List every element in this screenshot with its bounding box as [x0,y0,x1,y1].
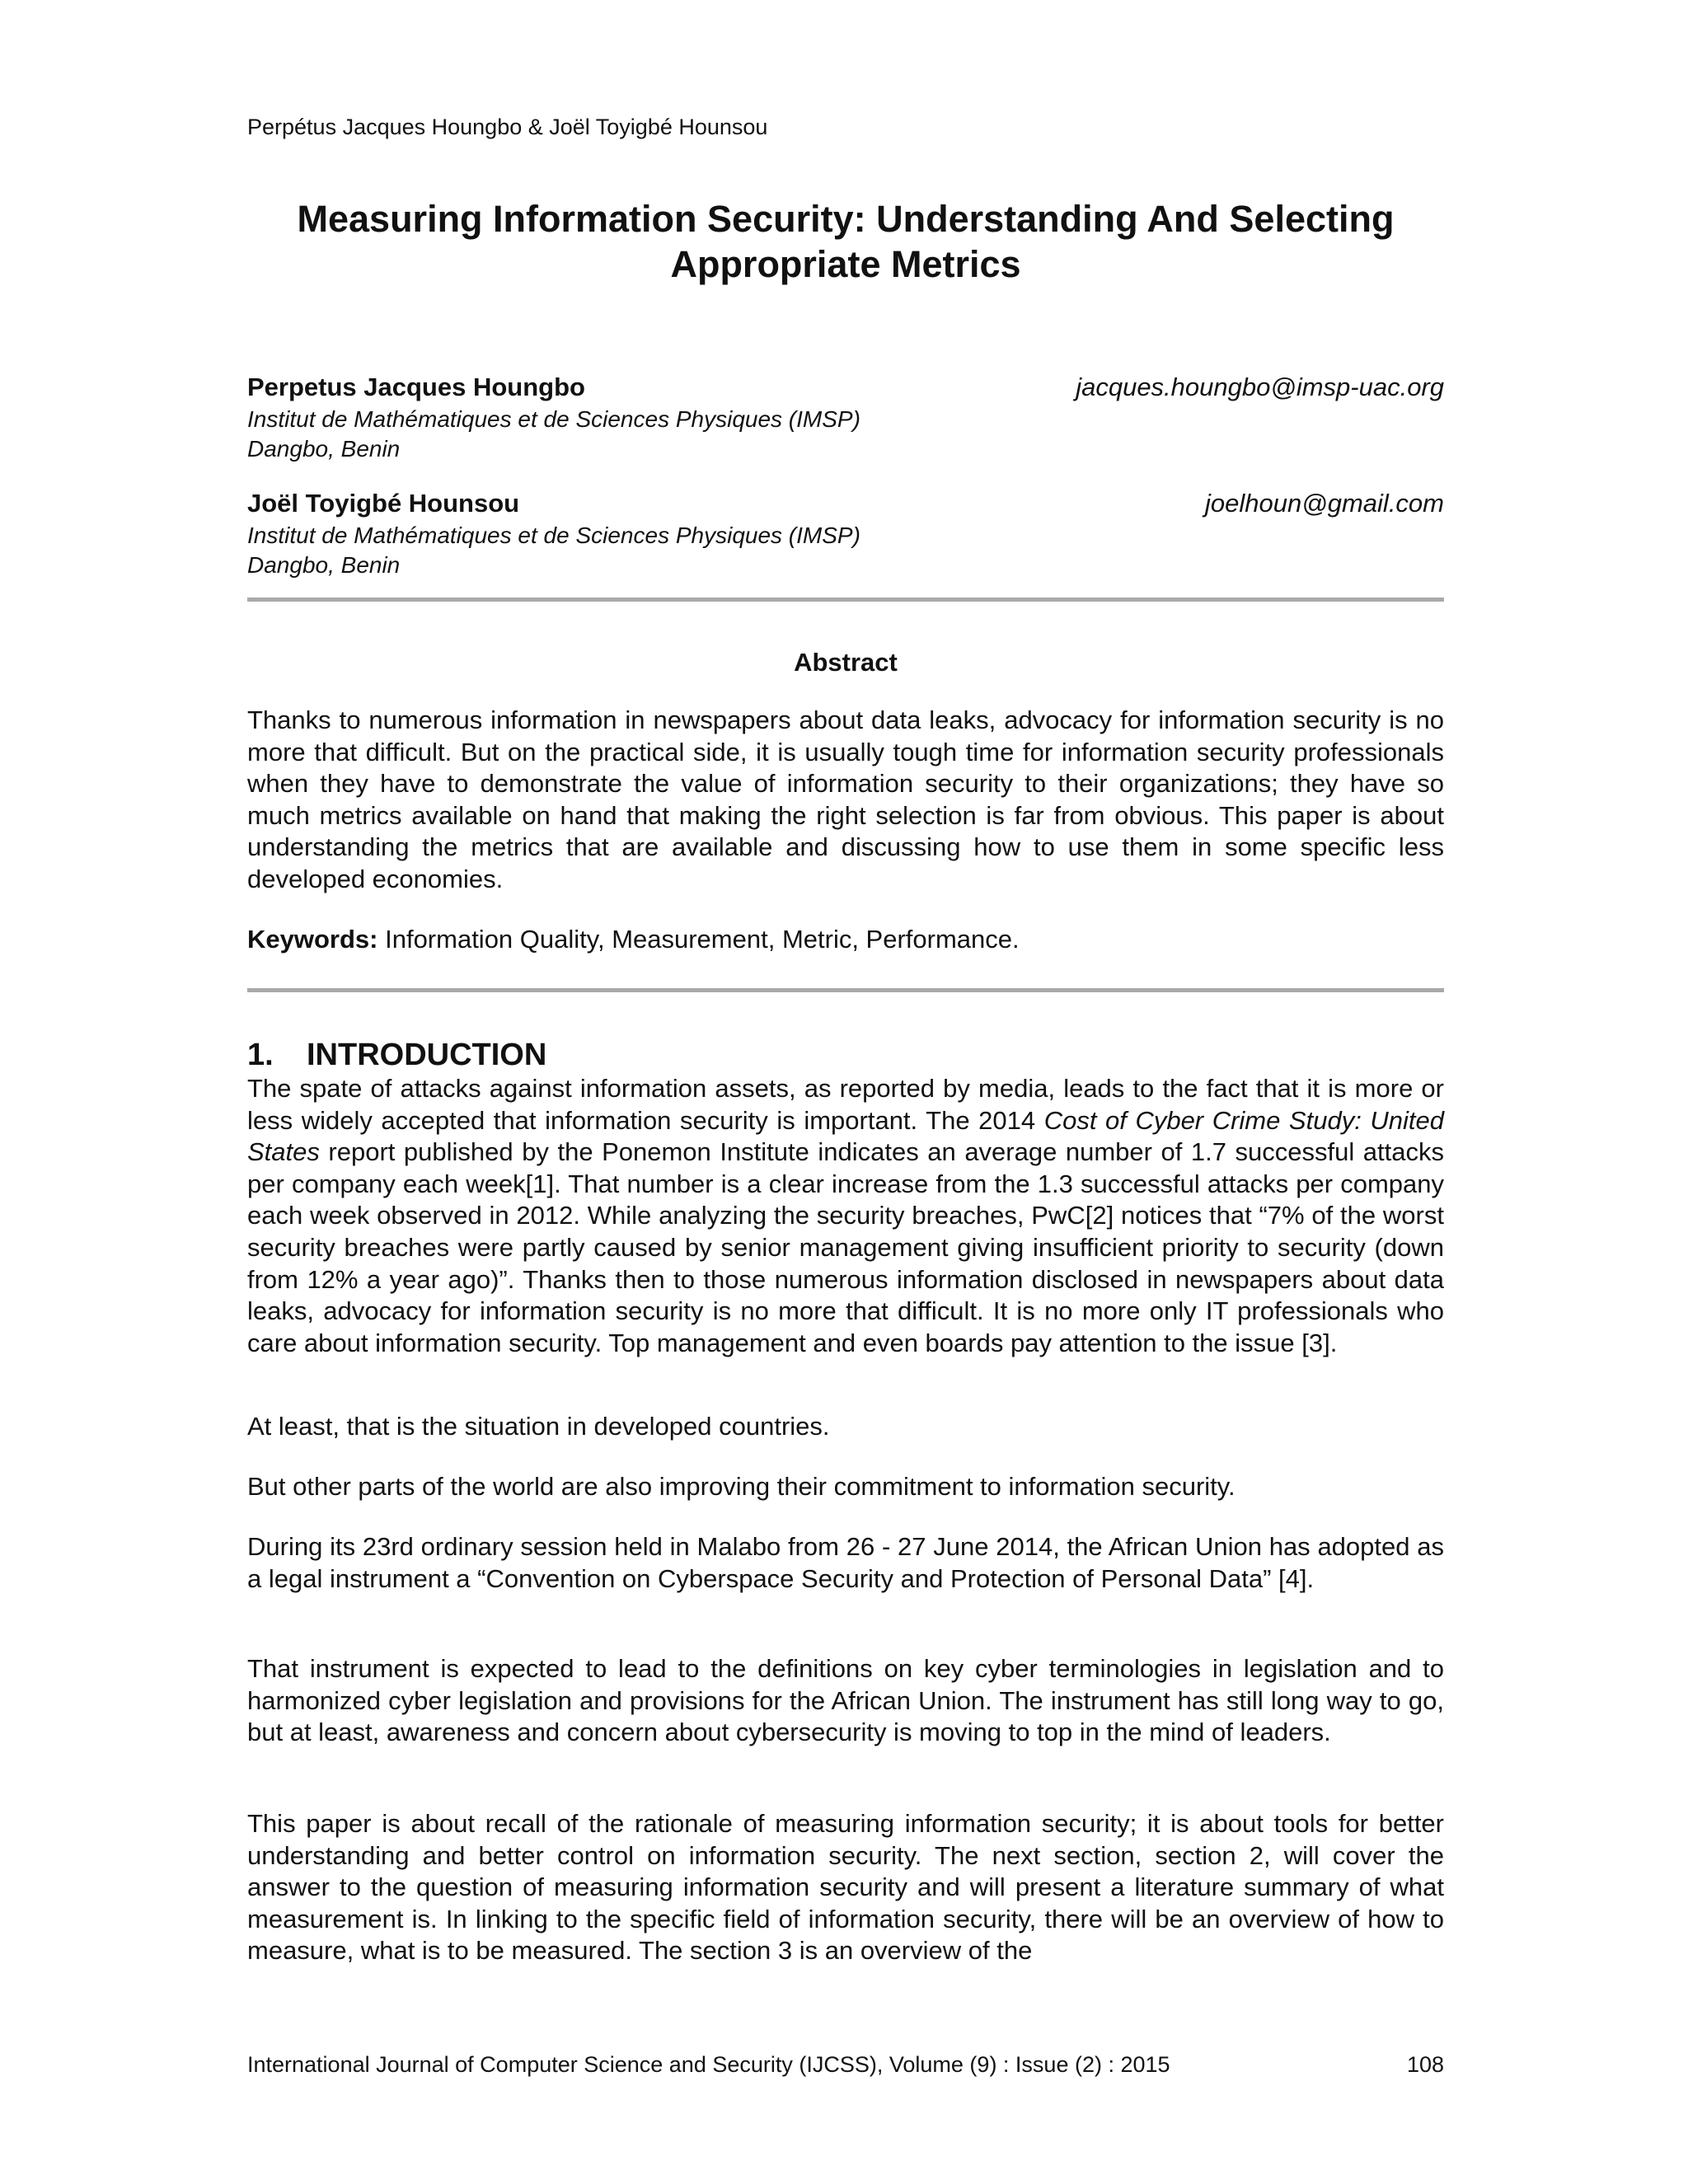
intro-paragraph-4: During its 23rd ordinary session held in Malabo from 26 - 27 June 2014, the African Union has adopted as a legal instrument a “Convention on Cyberspace Security and Protection of Personal Data” [4]. [247,1532,1444,1593]
intro-text-a: The spate of attacks against information assets, as reported by media, leads to the fact that it is more or less widely accepted that information security is important. The 2014 [247,1074,1444,1135]
intro-paragraph-6: This paper is about recall of the rationale of measuring information security; it is about tools for better understanding and better control on information security. The next section, section 2, will cover the answer to the question of measuring information security and will present a literature summary of what measurement is. In linking to the specific field of information security, there will be an overview of how to measure, what is to be measured. The section 3 is an overview of the [247,1809,1444,1966]
running-header: Perpétus Jacques Houngbo & Joël Toyigbé Hounsou [247,115,768,139]
author-name: Perpetus Jacques Houngbo [247,373,585,401]
intro-paragraph-1 [247,1073,1444,1359]
abstract-heading: Abstract [794,648,898,677]
author-location: Dangbo, Benin [247,436,401,462]
intro-text-b: report published by the Ponemon Institute indicates an average number of 1.7 successful attacks per company each week[1]. That number is a clear increase from the 1.3 successful attacks per company each week observed in 2012. While analyzing the security breaches, PwC[2] notices that “7% of the worst security breaches were partly caused by senior management giving insufficient priority to security (down from 12% a year ago)”. Thanks then to those numerous information disclosed in newspapers about data leaks, advocacy for information security is no more that difficult. It is no more only IT professionals who care about information security. Top management and even boards pay attention to the issue [3]. [247,1137,1444,1357]
keywords [247,924,1444,956]
author-block-1 [247,370,1444,464]
intro-paragraph-5: That instrument is expected to lead to the definitions on key cyber terminologies in legislation and to harmonized cyber legislation and provisions for the African Union. The instrument has still long way to go, but at least, awareness and concern about cybersecurity is moving to top in the mind of leaders. [247,1654,1444,1747]
author-block-2 [247,486,1444,580]
section-title: INTRODUCTION [307,1038,547,1072]
keywords-label: Keywords: [247,925,378,954]
section-number: 1. [247,1038,274,1072]
author-email: joelhoun@gmail.com [1205,489,1444,518]
page-number: 108 [1406,2052,1444,2077]
section-heading [247,1035,546,1075]
journal-citation: International Journal of Computer Science and Security (IJCSS), Volume (9) : Issue (2) : 2015 [247,2052,1170,2077]
intro-paragraph-2: At least, that is the situation in developed countries. [247,1412,830,1441]
author-email: jacques.houngbo@imsp-uac.org [1076,373,1444,401]
intro-paragraph-3: But other parts of the world are also improving their commitment to information security. [247,1472,1236,1501]
keywords-text: Information Quality, Measurement, Metric, Performance. [377,925,1020,954]
divider-bottom [247,988,1444,992]
author-affiliation: Institut de Mathématiques et de Sciences Physiques (IMSP) [247,406,860,432]
author-location: Dangbo, Benin [247,552,401,578]
author-name: Joël Toyigbé Hounsou [247,489,520,518]
abstract-text: Thanks to numerous information in newspapers about data leaks, advocacy for information security is no more that difficult. But on the practical side, it is usually tough time for information security professionals when they have to demonstrate the value of information security to their organizations; they have so much metrics available on hand that making the right selection is far from obvious. This paper is about understanding the metrics that are available and discussing how to use them in some specific less developed economies. [247,705,1444,893]
divider-top [247,598,1444,602]
report-title: Cost of Cyber Crime Study: United States [247,1105,1444,1167]
paper-title: Measuring Information Security: Understanding And Selecting Appropriate Metrics [297,198,1395,285]
author-affiliation: Institut de Mathématiques et de Sciences Physiques (IMSP) [247,523,860,548]
